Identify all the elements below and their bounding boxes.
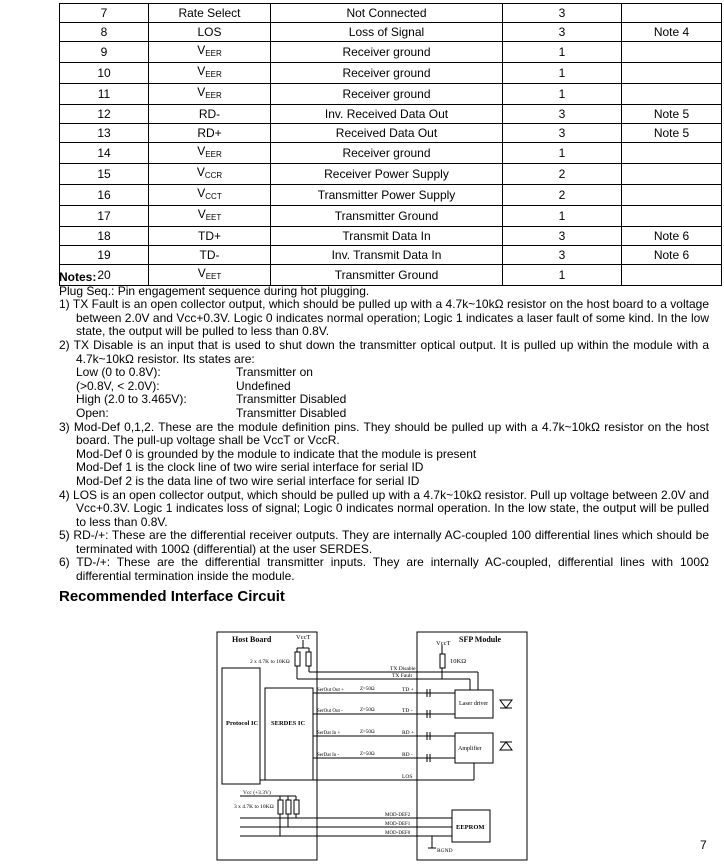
table-cell-pin: 13 bbox=[60, 124, 149, 143]
vcc-host-label: Vcc (+3.3V) bbox=[243, 790, 271, 796]
table-cell-notes: Note 6 bbox=[622, 246, 722, 265]
z50-label: Z=50Ω bbox=[360, 752, 375, 757]
table-cell-seq: 3 bbox=[503, 23, 622, 42]
table-cell-pin: 10 bbox=[60, 63, 149, 84]
table-cell-function: Inv. Transmit Data In bbox=[271, 246, 503, 265]
z50-label: Z=50Ω bbox=[360, 730, 375, 735]
table-cell-notes bbox=[622, 84, 722, 105]
mod-def2-label: MOD-DEF2 bbox=[385, 813, 411, 818]
table-row bbox=[60, 23, 722, 42]
table-row bbox=[60, 4, 722, 23]
mod-def0-label: MOD-DEF0 bbox=[385, 831, 411, 836]
sfp-module-box bbox=[417, 632, 527, 860]
vcct-host-label: VccT bbox=[296, 634, 311, 641]
serin-p-label: SerDat In + bbox=[317, 731, 341, 736]
table-cell-name: Rate Select bbox=[149, 4, 271, 23]
laser-driver-label: Laser driver bbox=[459, 701, 489, 707]
serout-n-label: SerOut Out - bbox=[317, 709, 343, 714]
protocol-ic-box bbox=[222, 668, 260, 784]
table-cell-notes bbox=[622, 4, 722, 23]
table-cell-seq: 3 bbox=[503, 227, 622, 246]
table-cell-function: Received Data Out bbox=[271, 124, 503, 143]
note-3: 3) Mod-Def 0,1,2. These are the module definition pins. They should be pulled up with a 4.7k~10kΩ resistor on the host board. The pull-up voltage shall be VccT or VccR. bbox=[59, 419, 709, 448]
table-cell-notes: Note 5 bbox=[622, 124, 722, 143]
table-row bbox=[60, 143, 722, 164]
table-cell-notes bbox=[622, 143, 722, 164]
table-cell-pin: 15 bbox=[60, 164, 149, 185]
state-row: Open: Transmitter Disabled bbox=[76, 405, 347, 420]
table-cell-notes bbox=[622, 42, 722, 63]
serdes-ic-label: SERDES IC bbox=[271, 720, 306, 727]
table-cell-function: Receiver ground bbox=[271, 143, 503, 164]
table-cell-name: $V_{CCR}$ bbox=[149, 164, 271, 185]
pin-definition-table bbox=[59, 3, 722, 286]
state-row: Low (0 to 0.8V): Transmitter on bbox=[76, 365, 313, 380]
host-board-box bbox=[217, 632, 317, 860]
z50-label: Z=50Ω bbox=[360, 708, 375, 713]
los-label: LOS bbox=[402, 774, 413, 780]
host-resistor-label: 2 x 4.7K to 10KΩ bbox=[250, 659, 290, 665]
amplifier-label: Amplifier bbox=[458, 746, 482, 752]
table-cell-pin: 20 bbox=[60, 265, 149, 286]
table-cell-name: RD- bbox=[149, 105, 271, 124]
page-number: 7 bbox=[700, 838, 707, 852]
table-cell-seq: 3 bbox=[503, 4, 622, 23]
table-row bbox=[60, 246, 722, 265]
note-6: 6) TD-/+: These are the differential transmitter inputs. They are internally AC-coupled, differential lines with 100Ω differential termination inside the module. bbox=[59, 555, 709, 584]
rd-n-label: RD - bbox=[402, 752, 413, 758]
note-4: 4) LOS is an open collector output, which should be pulled up with a 4.7k~10kΩ resistor. Pull up voltage between 2.0V and Vcc+0.3V. Logic 1 indicates loss of signal; Logic 0 indicates normal operation. In the low state, the output will be pulled to less than 0.8V. bbox=[59, 487, 709, 529]
state-row: High (2.0 to 3.465V): Transmitter Disabled bbox=[76, 392, 347, 407]
table-cell-pin: 12 bbox=[60, 105, 149, 124]
table-row bbox=[60, 164, 722, 185]
section-heading: Recommended Interface Circuit bbox=[59, 588, 285, 605]
mod-def1-label: MOD-DEF1 bbox=[385, 822, 411, 827]
table-cell-pin: 7 bbox=[60, 4, 149, 23]
table-cell-pin: 9 bbox=[60, 42, 149, 63]
host-board-label: Host Board bbox=[232, 635, 272, 644]
amplifier-box bbox=[455, 733, 493, 763]
table-cell-name: TD+ bbox=[149, 227, 271, 246]
table-cell-seq: 3 bbox=[503, 246, 622, 265]
eeprom-box bbox=[452, 810, 490, 842]
table-cell-seq: 2 bbox=[503, 185, 622, 206]
table-cell-seq: 1 bbox=[503, 63, 622, 84]
table-cell-name: $V_{EER}$ bbox=[149, 143, 271, 164]
table-cell-seq: 1 bbox=[503, 84, 622, 105]
tx-disable-states bbox=[59, 366, 709, 420]
table-cell-function: Not Connected bbox=[271, 4, 503, 23]
table-cell-pin: 16 bbox=[60, 185, 149, 206]
table-cell-name: $V_{CCT}$ bbox=[149, 185, 271, 206]
table-cell-seq: 1 bbox=[503, 206, 622, 227]
table-cell-function: Receiver ground bbox=[271, 63, 503, 84]
protocol-ic-label: Protocol IC bbox=[226, 720, 259, 727]
note-3-moddef1: Mod-Def 1 is the clock line of two wire serial interface for serial ID bbox=[76, 460, 424, 475]
table-cell-function: Inv. Received Data Out bbox=[271, 105, 503, 124]
table-row bbox=[60, 206, 722, 227]
table-cell-seq: 2 bbox=[503, 164, 622, 185]
table-cell-function: Transmit Data In bbox=[271, 227, 503, 246]
note-1: 1) TX Fault is an open collector output, which should be pulled up with a 4.7k~10kΩ resistor on the host board to a voltage between 2.0V and Vcc+0.3V. Logic 0 indicates normal operation; Logic 1 indicates a laser fault of some kind. In the low state, the output will be pulled to less than 0.8V. bbox=[59, 297, 709, 339]
serdes-ic-box bbox=[265, 688, 313, 780]
table-cell-notes: Note 5 bbox=[622, 105, 722, 124]
note-3-moddef2: Mod-Def 2 is the data line of two wire serial interface for serial ID bbox=[76, 473, 420, 488]
plug-seq-note: Plug Seq.: Pin engagement sequence during hot plugging. bbox=[59, 283, 370, 298]
td-p-label: TD + bbox=[402, 687, 414, 693]
serin-n-label: SerDat In - bbox=[317, 753, 340, 758]
note-5: 5) RD-/+: These are the differential receiver outputs. They are internally AC-coupled 100 differential lines which should be terminated with 100Ω (differential) at the user SERDES. bbox=[59, 528, 709, 556]
table-cell-function: Receiver ground bbox=[271, 84, 503, 105]
state-row: (>0.8V, < 2.0V): Undefined bbox=[76, 378, 291, 393]
z50-label: Z=50Ω bbox=[360, 687, 375, 692]
table-cell-notes: Note 4 bbox=[622, 23, 722, 42]
table-cell-seq: 1 bbox=[503, 143, 622, 164]
module-resistor-label: 10KΩ bbox=[450, 658, 467, 665]
host-resistor2-label: 3 x 4.7K to 10KΩ bbox=[234, 804, 274, 810]
table-cell-function: Receiver ground bbox=[271, 42, 503, 63]
table-cell-seq: 3 bbox=[503, 105, 622, 124]
eeprom-label: EEPROM bbox=[456, 824, 485, 831]
table-cell-name: RD+ bbox=[149, 124, 271, 143]
laser-driver-box bbox=[455, 690, 493, 718]
rd-p-label: RD + bbox=[402, 730, 415, 736]
note-2: 2) TX Disable is an input that is used to shut down the transmitter optical output. It is pulled up within the module with a 4.7k~10kΩ resistor. Its states are: bbox=[59, 337, 709, 366]
table-cell-name: TD- bbox=[149, 246, 271, 265]
table-cell-function: Transmitter Ground bbox=[271, 206, 503, 227]
table-cell-function: Receiver Power Supply bbox=[271, 164, 503, 185]
table-cell-name: $V_{EER}$ bbox=[149, 63, 271, 84]
table-row bbox=[60, 63, 722, 84]
table-row bbox=[60, 124, 722, 143]
table-row bbox=[60, 42, 722, 63]
table-cell-name: $V_{EET}$ bbox=[149, 265, 271, 286]
tx-fault-label: TX Fault bbox=[392, 673, 413, 679]
serout-p-label: SerOut Out + bbox=[317, 688, 344, 693]
table-row bbox=[60, 227, 722, 246]
table-cell-pin: 11 bbox=[60, 84, 149, 105]
tx-disable-label: TX Disable bbox=[390, 666, 416, 672]
table-cell-notes bbox=[622, 164, 722, 185]
table-row bbox=[60, 185, 722, 206]
table-cell-seq: 1 bbox=[503, 42, 622, 63]
table-cell-pin: 8 bbox=[60, 23, 149, 42]
table-row bbox=[60, 105, 722, 124]
table-cell-pin: 18 bbox=[60, 227, 149, 246]
table-row bbox=[60, 84, 722, 105]
table-cell-notes bbox=[622, 206, 722, 227]
rgnd-label: RGND bbox=[437, 848, 453, 854]
notes-title: Notes: bbox=[59, 270, 97, 284]
table-cell-function: Transmitter Power Supply bbox=[271, 185, 503, 206]
table-cell-pin: 17 bbox=[60, 206, 149, 227]
table-cell-name: LOS bbox=[149, 23, 271, 42]
table-cell-pin: 14 bbox=[60, 143, 149, 164]
table-cell-name: $V_{EET}$ bbox=[149, 206, 271, 227]
sfp-module-label: SFP Module bbox=[459, 635, 502, 644]
notes-section bbox=[59, 271, 709, 584]
table-cell-seq: 1 bbox=[503, 265, 622, 286]
vcct-module-label: VccT bbox=[436, 640, 451, 647]
table-cell-notes bbox=[622, 185, 722, 206]
table-cell-notes: Note 6 bbox=[622, 227, 722, 246]
note-3-moddef0: Mod-Def 0 is grounded by the module to indicate that the module is present bbox=[76, 446, 477, 461]
table-cell-function: Loss of Signal bbox=[271, 23, 503, 42]
table-cell-seq: 3 bbox=[503, 124, 622, 143]
table-cell-name: $V_{EER}$ bbox=[149, 84, 271, 105]
table-cell-name: $V_{EER}$ bbox=[149, 42, 271, 63]
table-cell-pin: 19 bbox=[60, 246, 149, 265]
table-cell-notes bbox=[622, 63, 722, 84]
td-n-label: TD - bbox=[402, 708, 413, 714]
table-cell-function: Transmitter Ground bbox=[271, 265, 503, 286]
